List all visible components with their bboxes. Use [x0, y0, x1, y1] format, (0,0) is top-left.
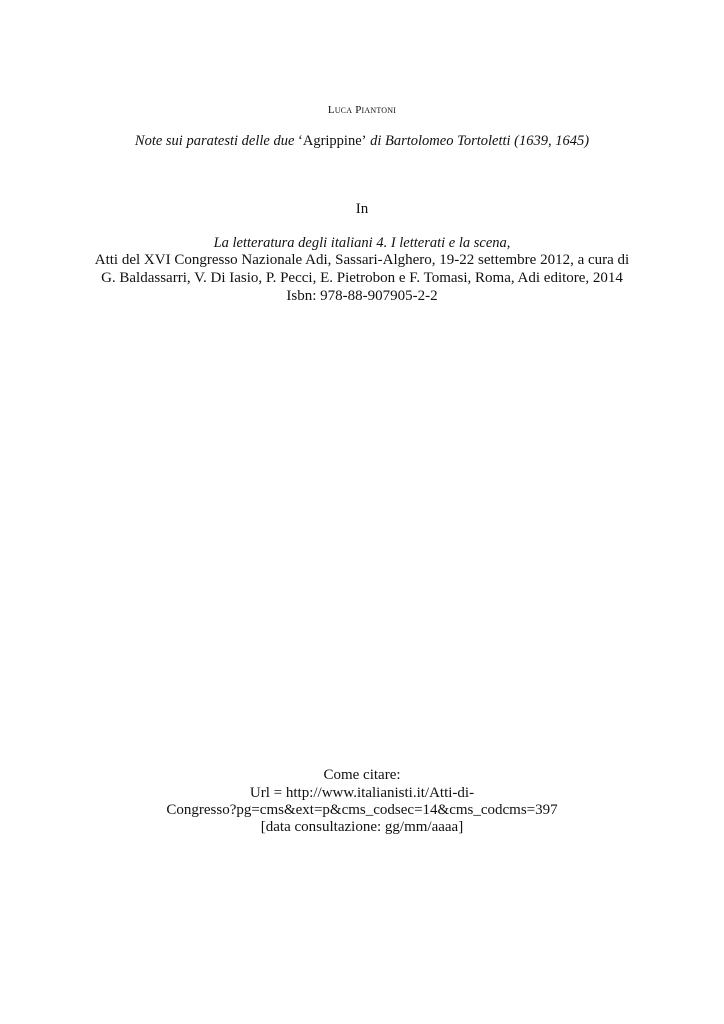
citation-access-note: [data consultazione: gg/mm/aaaa] [260, 819, 464, 835]
in-label: In [355, 201, 369, 217]
isbn: Isbn: 978-88-907905-2-2 [286, 288, 438, 304]
article-title-part3: di Bartolomeo Tortoletti (1639, 1645) [366, 133, 590, 149]
author-name: Luca Piantoni [327, 104, 397, 116]
article-title [0, 133, 724, 150]
citation-url-line-2: Congresso?pg=cms&ext=p&cms_codsec=14&cms_codcms=397 [166, 802, 558, 818]
book-title-text: La letteratura degli italiani 4. I letterati e la scena [213, 235, 507, 251]
citation-heading: Come citare: [323, 767, 401, 783]
article-title-part2: ‘Agrippine’ [298, 133, 367, 149]
book-title [0, 235, 724, 252]
book-title-suffix: , [506, 235, 511, 251]
proceedings-line-1: Atti del XVI Congresso Nazionale Adi, Sassari-Alghero, 19-22 settembre 2012, a cura di [94, 252, 630, 268]
proceedings-line-2: G. Baldassarri, V. Di Iasio, P. Pecci, E. Pietrobon e F. Tomasi, Roma, Adi editore, 2014 [101, 270, 623, 286]
article-title-part1: Note sui paratesti delle due [134, 133, 299, 149]
citation-url-line-1: Url = http://www.italianisti.it/Atti-di- [249, 785, 475, 801]
